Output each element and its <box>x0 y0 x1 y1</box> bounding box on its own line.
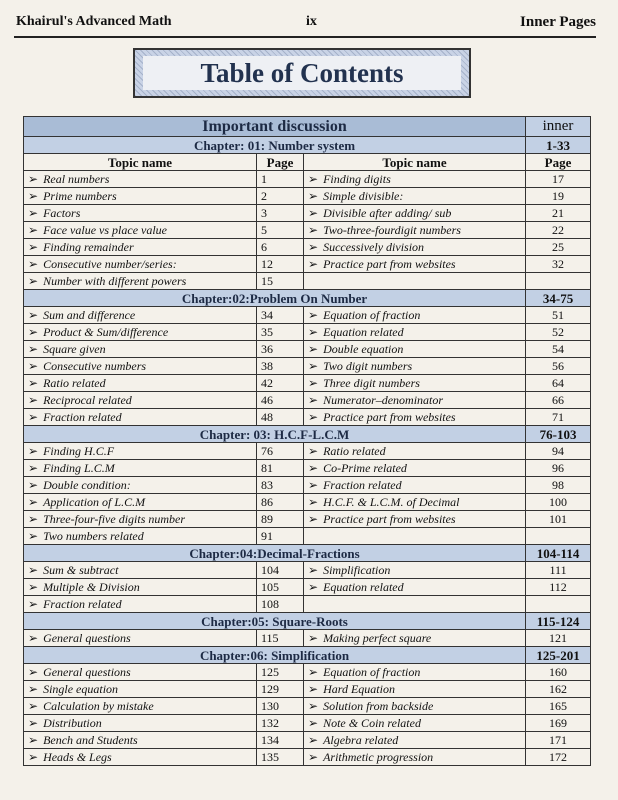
topic-page: 25 <box>526 239 591 256</box>
chapter-title: Chapter:06: Simplification <box>24 647 526 664</box>
topic-row <box>24 324 591 341</box>
arrow-bullet-icon: ➢ <box>28 341 39 356</box>
topic-name: General questions <box>43 630 131 645</box>
topic-page: 56 <box>526 358 591 375</box>
chapter-title: Chapter:04:Decimal-Fractions <box>24 545 526 562</box>
chapter-title: Chapter: 03: H.C.F-L.C.M <box>24 426 526 443</box>
topic-name: Multiple & Division <box>43 579 140 594</box>
topic-name: Simple divisible: <box>323 188 404 203</box>
arrow-bullet-icon: ➢ <box>308 443 319 458</box>
contents-table <box>23 116 591 766</box>
topic-row <box>24 358 591 375</box>
page-title: Table of Contents <box>200 57 404 88</box>
topic-row <box>24 375 591 392</box>
topic-page: 42 <box>257 375 304 392</box>
topic-cell <box>304 443 526 460</box>
arrow-bullet-icon: ➢ <box>308 681 319 696</box>
topic-page: 17 <box>526 171 591 188</box>
topic-page: 5 <box>257 222 304 239</box>
topic-page: 108 <box>257 596 304 613</box>
topic-name: Fraction related <box>323 477 402 492</box>
topic-page <box>526 596 591 613</box>
topic-column-header: Topic name <box>24 154 257 171</box>
page-column-header: Page <box>257 154 304 171</box>
topic-row <box>24 239 591 256</box>
topic-page: 169 <box>526 715 591 732</box>
topic-cell <box>24 171 257 188</box>
arrow-bullet-icon: ➢ <box>28 273 39 288</box>
topic-name: Fraction related <box>43 596 122 611</box>
column-header-row <box>24 154 591 171</box>
topic-page: 104 <box>257 562 304 579</box>
topic-page: 129 <box>257 681 304 698</box>
topic-cell <box>24 358 257 375</box>
arrow-bullet-icon: ➢ <box>308 409 319 424</box>
topic-cell <box>304 511 526 528</box>
topic-page: 162 <box>526 681 591 698</box>
topic-name: Calculation by mistake <box>43 698 154 713</box>
topic-cell <box>304 222 526 239</box>
topic-name: Consecutive numbers <box>43 358 147 373</box>
topic-name: Face value vs place value <box>43 222 167 237</box>
arrow-bullet-icon: ➢ <box>308 477 319 492</box>
topic-row <box>24 579 591 596</box>
topic-page: 134 <box>257 732 304 749</box>
topic-name: Divisible after adding/ sub <box>323 205 452 220</box>
topic-name: Ratio related <box>43 375 106 390</box>
arrow-bullet-icon: ➢ <box>28 477 39 492</box>
arrow-bullet-icon: ➢ <box>28 732 39 747</box>
topic-cell <box>24 528 257 545</box>
topic-cell <box>24 188 257 205</box>
topic-row <box>24 273 591 290</box>
topic-cell <box>304 528 526 545</box>
topic-row <box>24 630 591 647</box>
topic-name: Bench and Students <box>43 732 138 747</box>
topic-page: 121 <box>526 630 591 647</box>
topic-name: Finding L.C.M <box>43 460 115 475</box>
arrow-bullet-icon: ➢ <box>308 358 319 373</box>
topic-page: 81 <box>257 460 304 477</box>
arrow-bullet-icon: ➢ <box>308 715 319 730</box>
arrow-bullet-icon: ➢ <box>28 664 39 679</box>
topic-cell <box>24 511 257 528</box>
arrow-bullet-icon: ➢ <box>308 205 319 220</box>
inner-label: inner <box>526 117 591 137</box>
arrow-bullet-icon: ➢ <box>28 358 39 373</box>
topic-cell <box>24 664 257 681</box>
topic-page: 76 <box>257 443 304 460</box>
topic-name: Co-Prime related <box>323 460 407 475</box>
topic-page: 32 <box>526 256 591 273</box>
section-name: Inner Pages <box>520 14 596 30</box>
topic-page: 54 <box>526 341 591 358</box>
topic-page: 22 <box>526 222 591 239</box>
topic-row <box>24 732 591 749</box>
topic-page: 48 <box>257 409 304 426</box>
topic-row <box>24 715 591 732</box>
topic-cell <box>24 698 257 715</box>
topic-name: Practice part from websites <box>323 256 456 271</box>
topic-page: 115 <box>257 630 304 647</box>
chapter-row <box>24 426 591 443</box>
topic-cell <box>24 341 257 358</box>
topic-name: Two digit numbers <box>323 358 413 373</box>
chapter-page-range: 104-114 <box>526 545 591 562</box>
topic-page: 1 <box>257 171 304 188</box>
topic-cell <box>24 256 257 273</box>
arrow-bullet-icon: ➢ <box>28 324 39 339</box>
topic-name: Sum and difference <box>43 307 136 322</box>
chapter-title: Chapter: 01: Number system <box>24 137 526 154</box>
topic-row <box>24 511 591 528</box>
page-header <box>16 10 596 32</box>
topic-name: Making perfect square <box>323 630 432 645</box>
arrow-bullet-icon: ➢ <box>28 171 39 186</box>
topic-cell <box>304 273 526 290</box>
chapter-title: Chapter:05: Square-Roots <box>24 613 526 630</box>
topic-name: Two-three-fourdigit numbers <box>323 222 461 237</box>
topic-name: Heads & Legs <box>43 749 112 764</box>
topic-cell <box>304 358 526 375</box>
topic-cell <box>24 494 257 511</box>
topic-name: Reciprocal related <box>43 392 132 407</box>
topic-cell <box>24 409 257 426</box>
arrow-bullet-icon: ➢ <box>308 239 319 254</box>
arrow-bullet-icon: ➢ <box>308 256 319 271</box>
topic-row <box>24 681 591 698</box>
arrow-bullet-icon: ➢ <box>308 664 319 679</box>
topic-page: 172 <box>526 749 591 766</box>
chapter-page-range: 34-75 <box>526 290 591 307</box>
topic-page: 112 <box>526 579 591 596</box>
topic-cell <box>304 188 526 205</box>
topic-name: Numerator–denominator <box>323 392 444 407</box>
arrow-bullet-icon: ➢ <box>28 307 39 322</box>
topic-page: 91 <box>257 528 304 545</box>
topic-name: Factors <box>43 205 81 220</box>
topic-cell <box>304 477 526 494</box>
topic-page: 86 <box>257 494 304 511</box>
topic-name: Sum & subtract <box>43 562 119 577</box>
arrow-bullet-icon: ➢ <box>28 698 39 713</box>
topic-cell <box>24 443 257 460</box>
topic-page: 132 <box>257 715 304 732</box>
arrow-bullet-icon: ➢ <box>28 579 39 594</box>
topic-name: Double equation <box>323 341 404 356</box>
arrow-bullet-icon: ➢ <box>28 562 39 577</box>
arrow-bullet-icon: ➢ <box>28 239 39 254</box>
topic-cell <box>304 681 526 698</box>
chapter-row <box>24 545 591 562</box>
topic-cell <box>304 732 526 749</box>
arrow-bullet-icon: ➢ <box>28 222 39 237</box>
topic-name: Simplification <box>323 562 391 577</box>
topic-name: Practice part from websites <box>323 511 456 526</box>
arrow-bullet-icon: ➢ <box>308 222 319 237</box>
topic-page: 51 <box>526 307 591 324</box>
topic-cell <box>24 375 257 392</box>
arrow-bullet-icon: ➢ <box>308 562 319 577</box>
page-number: ix <box>306 14 317 29</box>
topic-cell <box>24 715 257 732</box>
topic-name: Consecutive number/series: <box>43 256 177 271</box>
topic-page: 19 <box>526 188 591 205</box>
topic-cell <box>24 239 257 256</box>
topic-cell <box>24 749 257 766</box>
topic-cell <box>304 171 526 188</box>
topic-page: 38 <box>257 358 304 375</box>
chapter-row <box>24 290 591 307</box>
topic-row <box>24 494 591 511</box>
topic-page: 15 <box>257 273 304 290</box>
arrow-bullet-icon: ➢ <box>308 324 319 339</box>
topic-cell <box>304 630 526 647</box>
topic-page: 66 <box>526 392 591 409</box>
topic-cell <box>24 324 257 341</box>
topic-row <box>24 188 591 205</box>
topic-cell <box>304 341 526 358</box>
topic-cell <box>24 460 257 477</box>
topic-cell <box>304 324 526 341</box>
chapter-page-range: 125-201 <box>526 647 591 664</box>
topic-name: Single equation <box>43 681 119 696</box>
topic-cell <box>304 460 526 477</box>
topic-name: Equation of fraction <box>323 664 421 679</box>
topic-row <box>24 562 591 579</box>
topic-row <box>24 222 591 239</box>
topic-cell <box>24 630 257 647</box>
topic-row <box>24 664 591 681</box>
topic-name: Double condition: <box>43 477 131 492</box>
topic-name: Note & Coin related <box>323 715 421 730</box>
topic-row <box>24 409 591 426</box>
topic-cell <box>304 239 526 256</box>
topic-page: 46 <box>257 392 304 409</box>
topic-row <box>24 477 591 494</box>
arrow-bullet-icon: ➢ <box>308 579 319 594</box>
topic-page: 6 <box>257 239 304 256</box>
topic-cell <box>24 579 257 596</box>
title-box <box>133 48 471 98</box>
topic-cell <box>304 392 526 409</box>
arrow-bullet-icon: ➢ <box>308 698 319 713</box>
arrow-bullet-icon: ➢ <box>28 392 39 407</box>
chapter-page-range: 1-33 <box>526 137 591 154</box>
chapter-page-range: 76-103 <box>526 426 591 443</box>
topic-page: 89 <box>257 511 304 528</box>
topic-cell <box>304 409 526 426</box>
topic-row <box>24 443 591 460</box>
important-row <box>24 117 591 137</box>
topic-cell <box>304 664 526 681</box>
topic-cell <box>24 205 257 222</box>
topic-row <box>24 205 591 222</box>
topic-cell <box>304 749 526 766</box>
topic-page: 52 <box>526 324 591 341</box>
topic-name: Equation of fraction <box>323 307 421 322</box>
topic-name: Finding H.C.F <box>43 443 115 458</box>
topic-row <box>24 460 591 477</box>
topic-name: Equation related <box>323 579 404 594</box>
topic-name: Real numbers <box>43 171 110 186</box>
topic-cell <box>304 698 526 715</box>
arrow-bullet-icon: ➢ <box>308 511 319 526</box>
arrow-bullet-icon: ➢ <box>308 460 319 475</box>
arrow-bullet-icon: ➢ <box>308 375 319 390</box>
topic-name: Application of L.C.M <box>43 494 146 509</box>
arrow-bullet-icon: ➢ <box>308 732 319 747</box>
arrow-bullet-icon: ➢ <box>308 630 319 645</box>
topic-name: General questions <box>43 664 131 679</box>
arrow-bullet-icon: ➢ <box>308 494 319 509</box>
topic-name: Square given <box>43 341 106 356</box>
topic-page: 21 <box>526 205 591 222</box>
arrow-bullet-icon: ➢ <box>28 205 39 220</box>
arrow-bullet-icon: ➢ <box>28 681 39 696</box>
header-rule <box>14 36 596 38</box>
topic-cell <box>304 205 526 222</box>
topic-page <box>526 528 591 545</box>
book-title: Khairul's Advanced Math <box>16 14 172 29</box>
topic-name: Distribution <box>43 715 102 730</box>
topic-row <box>24 341 591 358</box>
topic-cell <box>304 307 526 324</box>
topic-name: Fraction related <box>43 409 122 424</box>
arrow-bullet-icon: ➢ <box>28 596 39 611</box>
topic-cell <box>24 477 257 494</box>
topic-page: 101 <box>526 511 591 528</box>
topic-cell <box>304 715 526 732</box>
topic-name: Solution from backside <box>323 698 434 713</box>
topic-page: 36 <box>257 341 304 358</box>
topic-row <box>24 749 591 766</box>
topic-page: 34 <box>257 307 304 324</box>
topic-cell <box>304 375 526 392</box>
arrow-bullet-icon: ➢ <box>28 460 39 475</box>
topic-page: 12 <box>257 256 304 273</box>
arrow-bullet-icon: ➢ <box>308 392 319 407</box>
topic-cell <box>304 596 526 613</box>
page-column-header: Page <box>526 154 591 171</box>
arrow-bullet-icon: ➢ <box>28 443 39 458</box>
topic-cell <box>24 596 257 613</box>
topic-name: Three-four-five digits number <box>43 511 186 526</box>
arrow-bullet-icon: ➢ <box>308 171 319 186</box>
topic-page <box>526 273 591 290</box>
arrow-bullet-icon: ➢ <box>308 341 319 356</box>
topic-name: Successively division <box>323 239 425 254</box>
topic-name: Product & Sum/difference <box>43 324 169 339</box>
topic-page: 83 <box>257 477 304 494</box>
topic-name: Number with different powers <box>43 273 187 288</box>
topic-cell <box>304 256 526 273</box>
topic-page: 94 <box>526 443 591 460</box>
topic-page: 64 <box>526 375 591 392</box>
topic-cell <box>304 494 526 511</box>
arrow-bullet-icon: ➢ <box>28 409 39 424</box>
topic-name: Prime numbers <box>43 188 117 203</box>
topic-name: Two numbers related <box>43 528 144 543</box>
topic-page: 171 <box>526 732 591 749</box>
topic-page: 100 <box>526 494 591 511</box>
topic-cell <box>24 681 257 698</box>
topic-row <box>24 596 591 613</box>
topic-name: Equation related <box>323 324 404 339</box>
topic-page: 3 <box>257 205 304 222</box>
topic-row <box>24 171 591 188</box>
topic-name: Hard Equation <box>323 681 395 696</box>
topic-page: 35 <box>257 324 304 341</box>
arrow-bullet-icon: ➢ <box>28 256 39 271</box>
topic-page: 98 <box>526 477 591 494</box>
topic-name: Finding digits <box>323 171 391 186</box>
arrow-bullet-icon: ➢ <box>28 511 39 526</box>
topic-cell <box>24 222 257 239</box>
important-label: Important discussion <box>24 117 526 137</box>
topic-page: 160 <box>526 664 591 681</box>
topic-cell <box>24 273 257 290</box>
arrow-bullet-icon: ➢ <box>28 375 39 390</box>
topic-page: 125 <box>257 664 304 681</box>
arrow-bullet-icon: ➢ <box>28 630 39 645</box>
topic-row <box>24 256 591 273</box>
topic-row <box>24 698 591 715</box>
topic-page: 165 <box>526 698 591 715</box>
topic-cell <box>24 562 257 579</box>
topic-cell <box>24 307 257 324</box>
topic-page: 111 <box>526 562 591 579</box>
arrow-bullet-icon: ➢ <box>308 749 319 764</box>
topic-cell <box>304 562 526 579</box>
topic-name: H.C.F. & L.C.M. of Decimal <box>323 494 460 509</box>
topic-row <box>24 307 591 324</box>
topic-name: Algebra related <box>323 732 399 747</box>
topic-cell <box>24 732 257 749</box>
topic-page: 135 <box>257 749 304 766</box>
chapter-row <box>24 613 591 630</box>
topic-name: Practice part from websites <box>323 409 456 424</box>
topic-name: Arithmetic progression <box>323 749 434 764</box>
topic-page: 130 <box>257 698 304 715</box>
topic-name: Finding remainder <box>43 239 134 254</box>
topic-page: 2 <box>257 188 304 205</box>
arrow-bullet-icon: ➢ <box>308 307 319 322</box>
topic-page: 105 <box>257 579 304 596</box>
topic-row <box>24 392 591 409</box>
arrow-bullet-icon: ➢ <box>28 749 39 764</box>
topic-name: Ratio related <box>323 443 386 458</box>
topic-column-header: Topic name <box>304 154 526 171</box>
topic-page: 71 <box>526 409 591 426</box>
arrow-bullet-icon: ➢ <box>28 188 39 203</box>
chapter-page-range: 115-124 <box>526 613 591 630</box>
arrow-bullet-icon: ➢ <box>28 528 39 543</box>
topic-row <box>24 528 591 545</box>
topic-name: Three digit numbers <box>323 375 420 390</box>
chapter-row <box>24 647 591 664</box>
topic-cell <box>24 392 257 409</box>
arrow-bullet-icon: ➢ <box>28 715 39 730</box>
topic-cell <box>304 579 526 596</box>
arrow-bullet-icon: ➢ <box>308 188 319 203</box>
arrow-bullet-icon: ➢ <box>28 494 39 509</box>
chapter-row <box>24 137 591 154</box>
chapter-title: Chapter:02:Problem On Number <box>24 290 526 307</box>
topic-page: 96 <box>526 460 591 477</box>
